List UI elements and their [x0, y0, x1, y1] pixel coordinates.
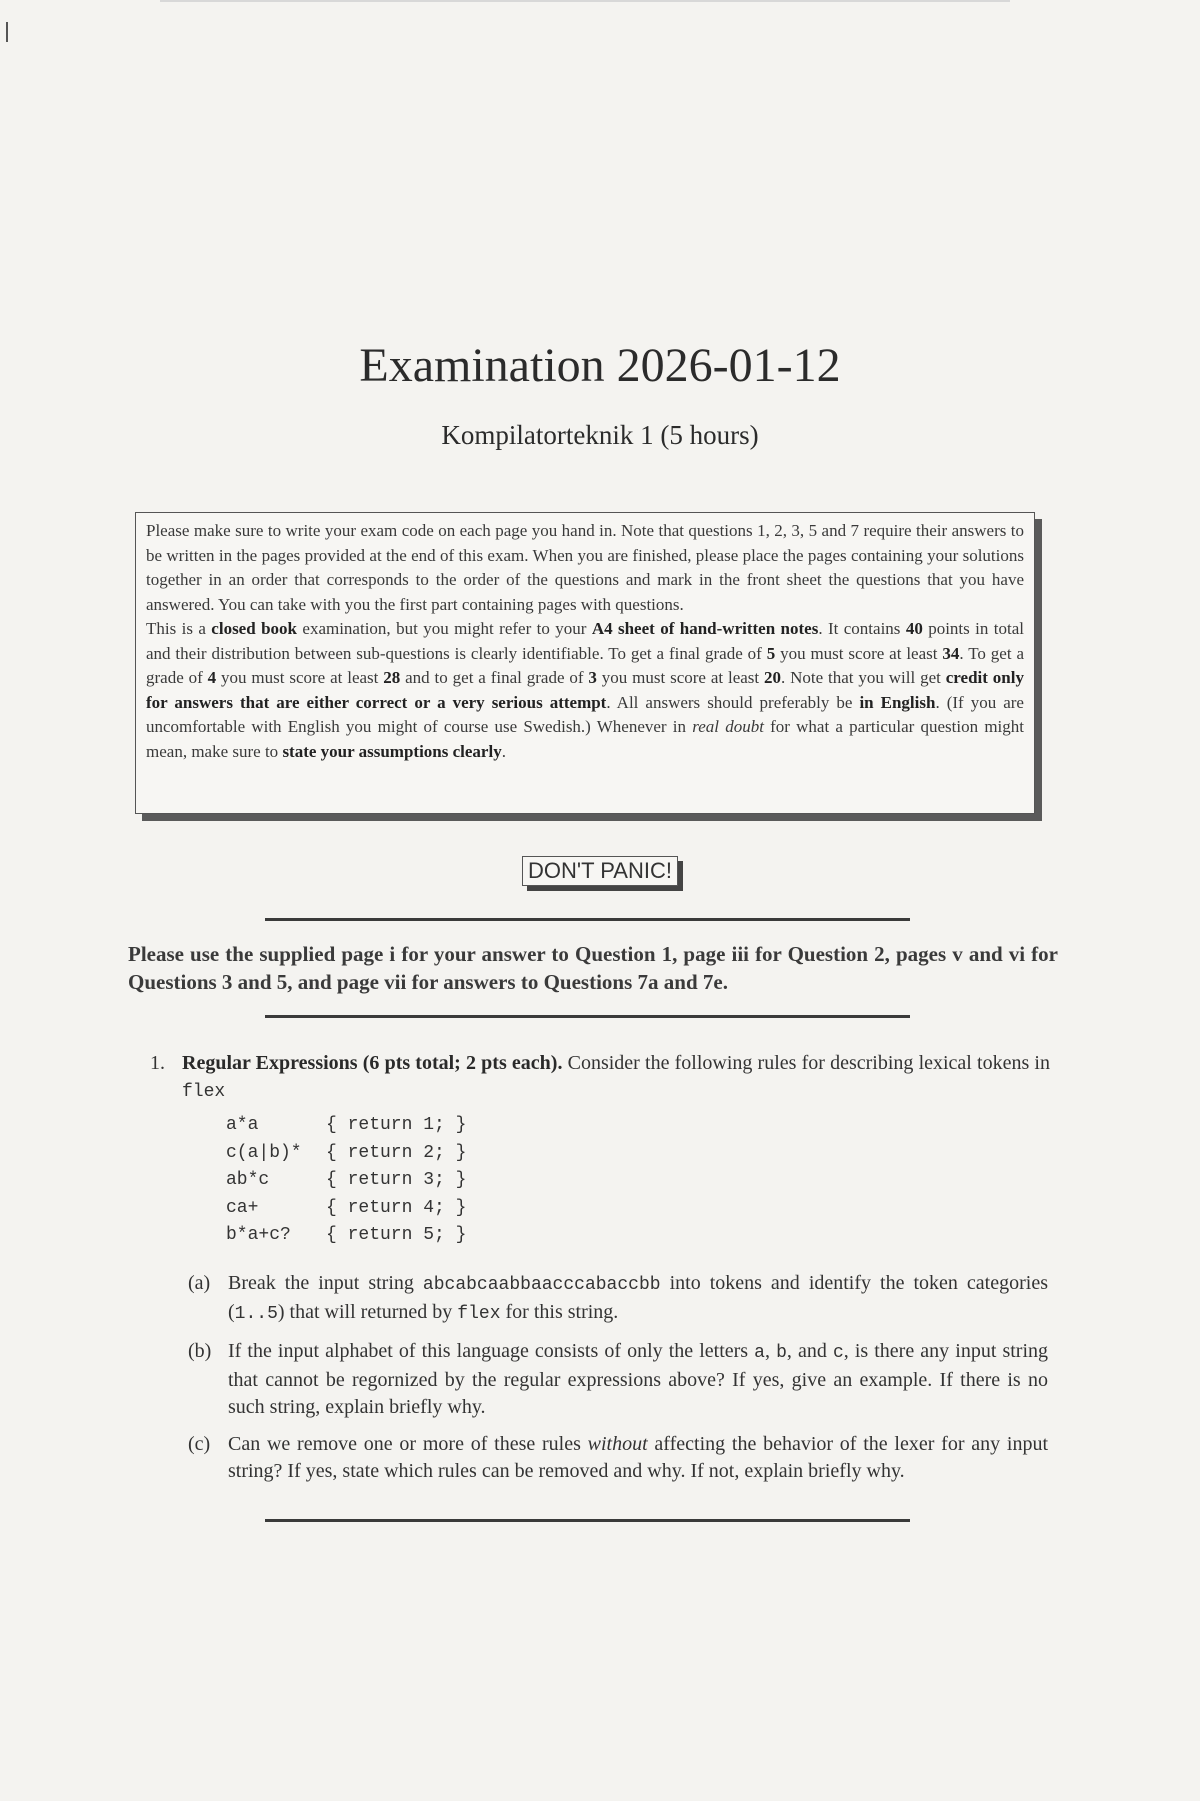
panic-container	[0, 856, 1200, 886]
edge-mark	[6, 22, 8, 42]
divider-middle	[265, 1015, 910, 1018]
question-heading: Regular Expressions (6 pts total; 2 pts each).	[182, 1052, 563, 1074]
rule-row: ca+ { return 4; }	[226, 1197, 467, 1218]
dont-panic-badge: DON'T PANIC!	[522, 856, 678, 886]
question-number: 1.	[150, 1052, 165, 1074]
rule-row: c(a|b)* { return 2; }	[226, 1142, 467, 1163]
sub-questions	[188, 1270, 1048, 1495]
question-1-intro: Regular Expressions (6 pts total; 2 pts each). Consider the following rules for describing lexical tokens in flex	[182, 1052, 1050, 1102]
rule-row: ab*c { return 3; }	[226, 1170, 467, 1190]
top-edge-line	[160, 0, 1010, 2]
answer-page-instructions: Please use the supplied page i for your answer to Question 1, page iii for Question 2, pages v and vi for Questions 3 and 5, and page vii for answers to Questions 7a and 7e.	[128, 942, 1058, 994]
sub-question-b: (b) If the input alphabet of this language consists of only the letters a, b, and c, is there any input string that cannot be regornized by the regular expressions above? If yes, give an example. If there is no such string, explain briefly why.	[188, 1340, 1049, 1418]
divider-top	[265, 918, 910, 921]
sub-question-c: (c) Can we remove one or more of these rules without affecting the behavior of the lexer for any input string? If yes, state which rules can be removed and why. If not, explain briefly why.	[188, 1433, 1048, 1482]
notice-paragraph-1: Please make sure to write your exam code on each page you hand in. Note that questions 1, 2, 3, 5 and 7 require their answers to be written in the pages provided at the end of this exam. When you are finished, please place the pages containing your solutions together in an order that corresponds to the order of the questions and mark in the front sheet the questions that you have answered. You can take with you the first part containing pages with questions.	[146, 521, 1024, 614]
rule-row: a*a { return 1; }	[226, 1115, 467, 1135]
rule-row: b*a+c? { return 5; }	[226, 1225, 467, 1245]
exam-title: Examination 2026-01-12	[359, 339, 841, 392]
question-1	[150, 1050, 1050, 1106]
exam-subtitle: Kompilatorteknik 1 (5 hours)	[441, 420, 759, 450]
instructions-box	[135, 512, 1035, 814]
flex-rules	[226, 1112, 466, 1250]
notice-paragraph-2: This is a closed book examination, but you might refer to your A4 sheet of hand-written notes. It contains 40 points in total and their distribution between sub-questions is clearly identifiable. To get a final grade of 5 you must score at least 34. To get a grade of 4 you must score at least 28 and to get a final grade of 3 you must score at least 20. Note that you will get credit only for answers that are either correct or a very serious attempt. All answers should preferably be in English. (If you are uncomfortable with English you might of course use Swedish.) Whenever in real doubt for what a particular question might mean, make sure to state your assumptions clearly.	[146, 619, 1025, 761]
sub-question-a: (a) Break the input string abcabcaabbaacccabaccbb into tokens and identify the token categories (1..5) that will returned by flex for this string.	[188, 1272, 1048, 1324]
divider-bottom	[265, 1519, 910, 1522]
